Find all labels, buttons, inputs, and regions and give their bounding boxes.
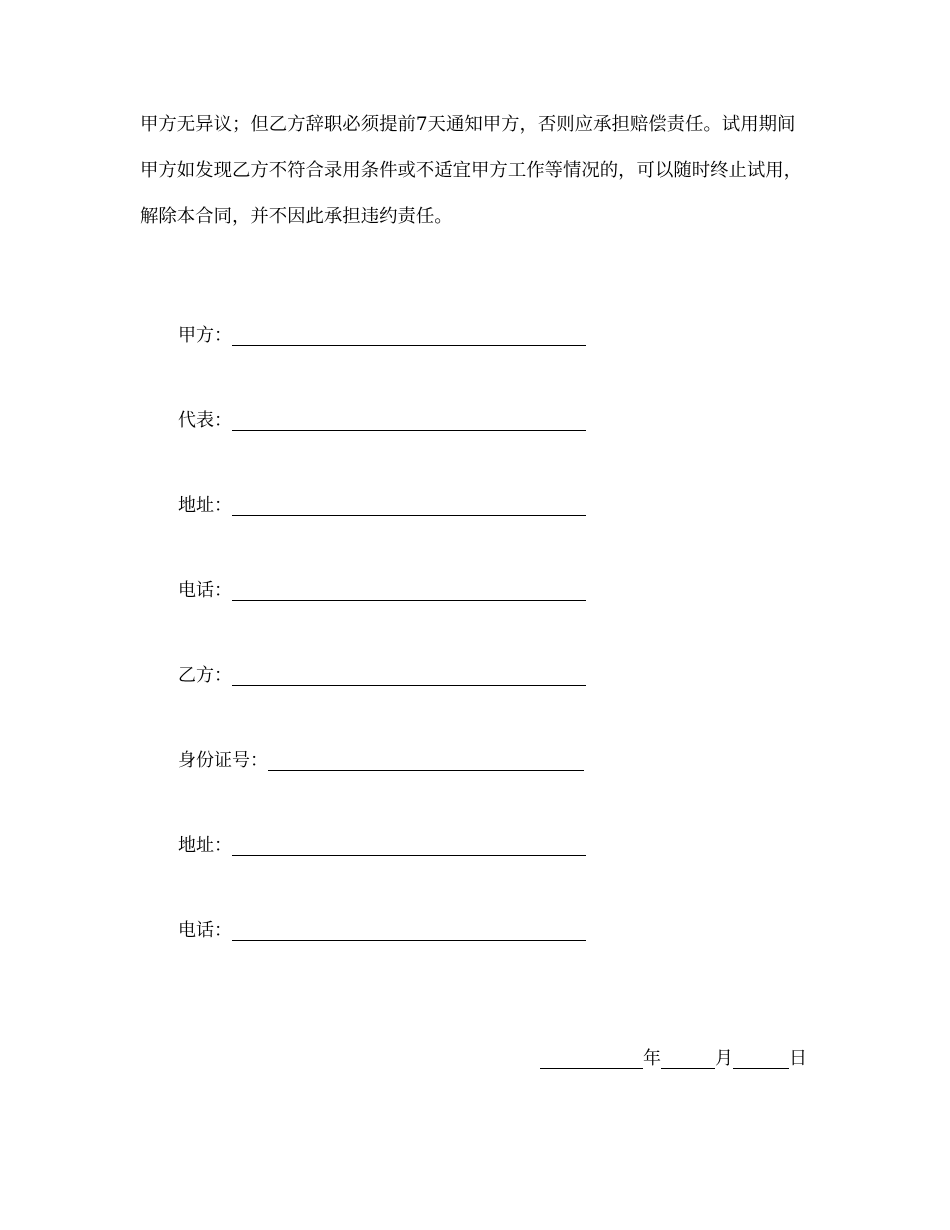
signing-date [540,1045,807,1071]
party-b-address-label: 地址： [178,835,232,856]
paragraph-line: 甲方无异议；但乙方辞职必须提前7天通知甲方，否则应承担赔偿责任。试用期间 [140,114,796,135]
party-a-phone-field [178,577,586,603]
party-a-address-label: 地址： [178,495,232,516]
day-label: 日 [789,1048,807,1069]
party-a-address-blank-line[interactable] [232,515,586,516]
party-b-blank-line[interactable] [232,685,586,686]
party-b-phone-blank-line[interactable] [232,940,586,941]
representative-blank-line[interactable] [232,430,586,431]
party-b-label: 乙方： [178,665,232,686]
year-blank-line[interactable] [540,1068,643,1069]
party-a-label: 甲方： [178,325,232,346]
party-b-field [178,662,586,688]
representative-label: 代表： [178,410,232,431]
party-b-address-blank-line[interactable] [232,855,586,856]
representative-field [178,407,586,433]
party-a-field [178,322,586,348]
party-b-phone-field [178,917,586,943]
month-label: 月 [715,1048,733,1069]
day-blank-line[interactable] [733,1068,789,1069]
paragraph-line: 解除本合同，并不因此承担违约责任。 [140,206,453,227]
month-blank-line[interactable] [661,1068,715,1069]
id-number-label: 身份证号： [178,750,268,771]
year-label: 年 [643,1048,661,1069]
id-number-blank-line[interactable] [268,770,584,771]
party-a-phone-blank-line[interactable] [232,600,586,601]
party-b-address-field [178,832,586,858]
party-a-address-field [178,492,586,518]
paragraph-line: 甲方如发现乙方不符合录用条件或不适宜甲方工作等情况的，可以随时终止试用， [140,160,803,181]
id-number-field [178,747,584,773]
contract-paragraph [140,110,810,248]
party-a-blank-line[interactable] [232,345,586,346]
party-a-phone-label: 电话： [178,580,232,601]
party-b-phone-label: 电话： [178,920,232,941]
